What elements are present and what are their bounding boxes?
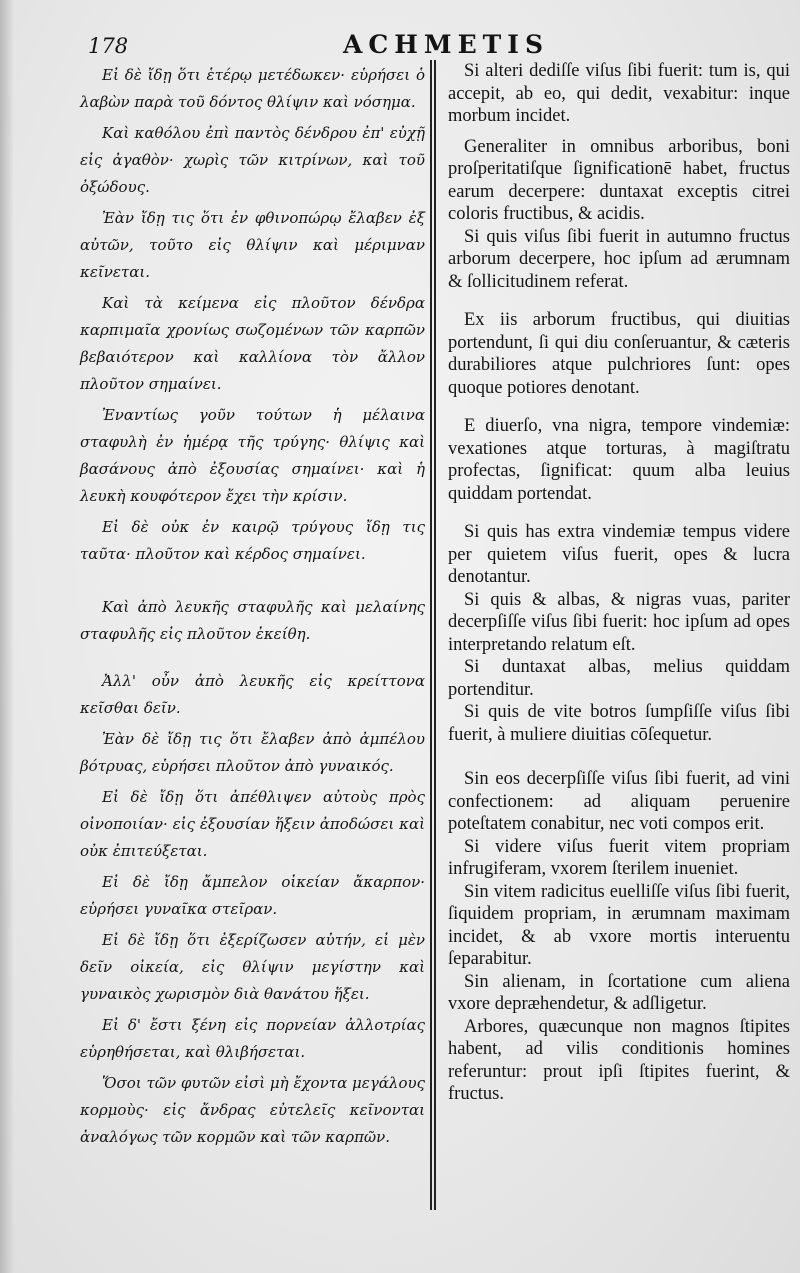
latin-paragraph: Sin vitem radicitus euelliſſe viſus ſibi fuerit, ſiquidem propriam, in ærumnam maximam incidet, & ab vxore mortis interuentu ſeparabitur.	[448, 881, 790, 969]
greek-paragraph: Εἰ δὲ ἴδῃ ὅτι ἐξερίζωσεν αὐτήν, εἰ μὲν δεῖν οἰκεία, εἰς θλίψιν μεγίστην καὶ γυναικὸς χωρισμὸν διὰ θανάτου ἥξει.	[80, 931, 425, 1003]
latin-column	[448, 60, 790, 1106]
greek-paragraph: Εἰ δὲ ἴδῃ ἄμπελον οἰκείαν ἄκαρπον· εὑρήσει γυναῖκα στεῖραν.	[80, 873, 425, 918]
greek-paragraph: Καὶ τὰ κείμενα εἰς πλοῦτον δένδρα καρπιμαῖα χρονίως σωζομένων τῶν καρπῶν βεβαιότερον καὶ καλλίονα τὸν ἄλλον πλοῦτον σημαίνει.	[80, 294, 425, 393]
greek-column	[80, 62, 425, 1155]
latin-paragraph: Si quis de vite botros ſumpſiſſe viſus ſibi fuerit, à muliere diuitias cōſequetur.	[448, 702, 790, 745]
greek-paragraph: Εἰ δὲ ἴδῃ ὅτι ἑτέρῳ μετέδωκεν· εὑρήσει ὁ λαβὼν παρὰ τοῦ δόντος θλίψιν καὶ νόσημα.	[80, 66, 425, 111]
latin-paragraph: Si quis viſus ſibi fuerit in autumno fructus arborum decerpere, hoc ipſum ad ærumnam & ſollicitudinem referat.	[448, 226, 790, 292]
greek-paragraph: Ὅσοι τῶν φυτῶν εἰσὶ μὴ ἔχοντα μεγάλους κορμοὺς· εἰς ἄνδρας εὐτελεῖς κεῖνονται ἀναλόγως τῶν κορμῶν καὶ τῶν καρπῶν.	[80, 1074, 425, 1146]
greek-paragraph: Καὶ καθόλου ἐπὶ παντὸς δένδρου ἐπ' εὐχῇ εἰς ἀγαθὸν· χωρὶς τῶν κιτρίνων, καὶ τοῦ ὀξώδους.	[80, 124, 425, 196]
greek-paragraph: Εἰ δὲ ἴδῃ ὅτι ἀπέθλιψεν αὐτοὺς πρὸς οἰνοποιίαν· εἰς ἐξουσίαν ἥξειν ἀποδώσει καὶ οὐκ ἐπιτεύξεται.	[80, 788, 425, 860]
greek-paragraph: Ἀλλ' οὖν ἀπὸ λευκῆς εἰς κρείττονα κεῖσθαι δεῖν.	[80, 672, 425, 717]
page-header	[88, 28, 788, 62]
running-head: ACHMETIS	[343, 30, 549, 59]
latin-paragraph: Arbores, quæcunque non magnos ſtipites habent, ad vilis conditionis homines referuntur: prout ipſi ſtipites fuerint, & fructus.	[448, 1016, 790, 1104]
page-edge-shadow	[0, 0, 14, 1273]
latin-paragraph: Si quis has extra vindemiæ tempus videre per quietem viſus fuerit, opes & lucra denotantur.	[448, 522, 790, 587]
latin-paragraph: Si alteri dediſſe viſus ſibi fuerit: tum is, qui accepit, ab eo, qui dedit, vexabitur: inque morbum incidet.	[448, 61, 790, 126]
latin-paragraph: Sin eos decerpſiſſe viſus ſibi fuerit, ad vini confectionem: ad aliquam peruenire poteſtatem conabitur, nec voti compos erit.	[448, 769, 790, 834]
page-number: 178	[88, 34, 129, 58]
latin-paragraph: Ex iis arborum fructibus, qui diuitias portendunt, ſi qui diu conſeruantur, & cæteris durabiliores atque pulchriores ſunt: opes quoque potiores denotant.	[448, 310, 790, 398]
latin-paragraph: Si duntaxat albas, melius quiddam portenditur.	[448, 657, 790, 700]
latin-paragraph: Generaliter in omnibus arboribus, boni proſperitatiſque ſignificationē habet, fructus earum decerpere: duntaxat exceptis citrei coloris fructibus, & acidis.	[448, 136, 790, 224]
latin-paragraph: Si videre viſus fuerit vitem propriam infrugiferam, vxorem ſterilem inueniet.	[448, 836, 790, 879]
greek-paragraph: Εἰ δ' ἔστι ξένη εἰς πορνείαν ἀλλοτρίας εὑρηθήσεται, καὶ θλιβήσεται.	[80, 1016, 425, 1061]
greek-paragraph: Ἐναντίως γοῦν τούτων ἡ μέλαινα σταφυλὴ ἐν ἡμέρᾳ τῆς τρύγης· θλίψις καὶ βασάνους ἀπὸ ἐξουσίας σημαίνει· καὶ ἡ λευκὴ κουφότερον ἔχει τὴν κρίσιν.	[80, 406, 425, 505]
greek-paragraph: Ἐὰν ἴδῃ τις ὅτι ἐν φθινοπώρῳ ἔλαβεν ἐξ αὐτῶν, τοῦτο εἰς θλίψιν καὶ μέριμναν κεῖνεται.	[80, 209, 425, 281]
latin-paragraph: Si quis & albas, & nigras vuas, pariter decerpſiſſe viſus ſibi fuerit: hoc ipſum ad opes interpretando relatum eſt.	[448, 589, 790, 655]
greek-paragraph: Καὶ ἀπὸ λευκῆς σταφυλῆς καὶ μελαίνης σταφυλῆς εἰς πλοῦτον ἐκείθη.	[80, 598, 425, 643]
column-divider	[430, 60, 436, 1210]
greek-paragraph: Εἰ δὲ οὐκ ἐν καιρῷ τρύγους ἴδῃ τις ταῦτα· πλοῦτον καὶ κέρδος σημαίνει.	[80, 518, 425, 563]
latin-paragraph: Sin alienam, in ſcortatione cum aliena vxore depræhendetur, & adſligetur.	[448, 971, 790, 1014]
greek-paragraph: Ἐὰν δὲ ἴδῃ τις ὅτι ἔλαβεν ἀπὸ ἀμπέλου βότρυας, εὑρήσει πλοῦτον ἀπὸ γυναικός.	[80, 730, 425, 775]
latin-paragraph: E diuerſo, vna nigra, tempore vindemiæ: vexationes atque torturas, à magiſtratu profectas, ſignificat: quum alba leuius quiddam portendat.	[448, 416, 790, 504]
